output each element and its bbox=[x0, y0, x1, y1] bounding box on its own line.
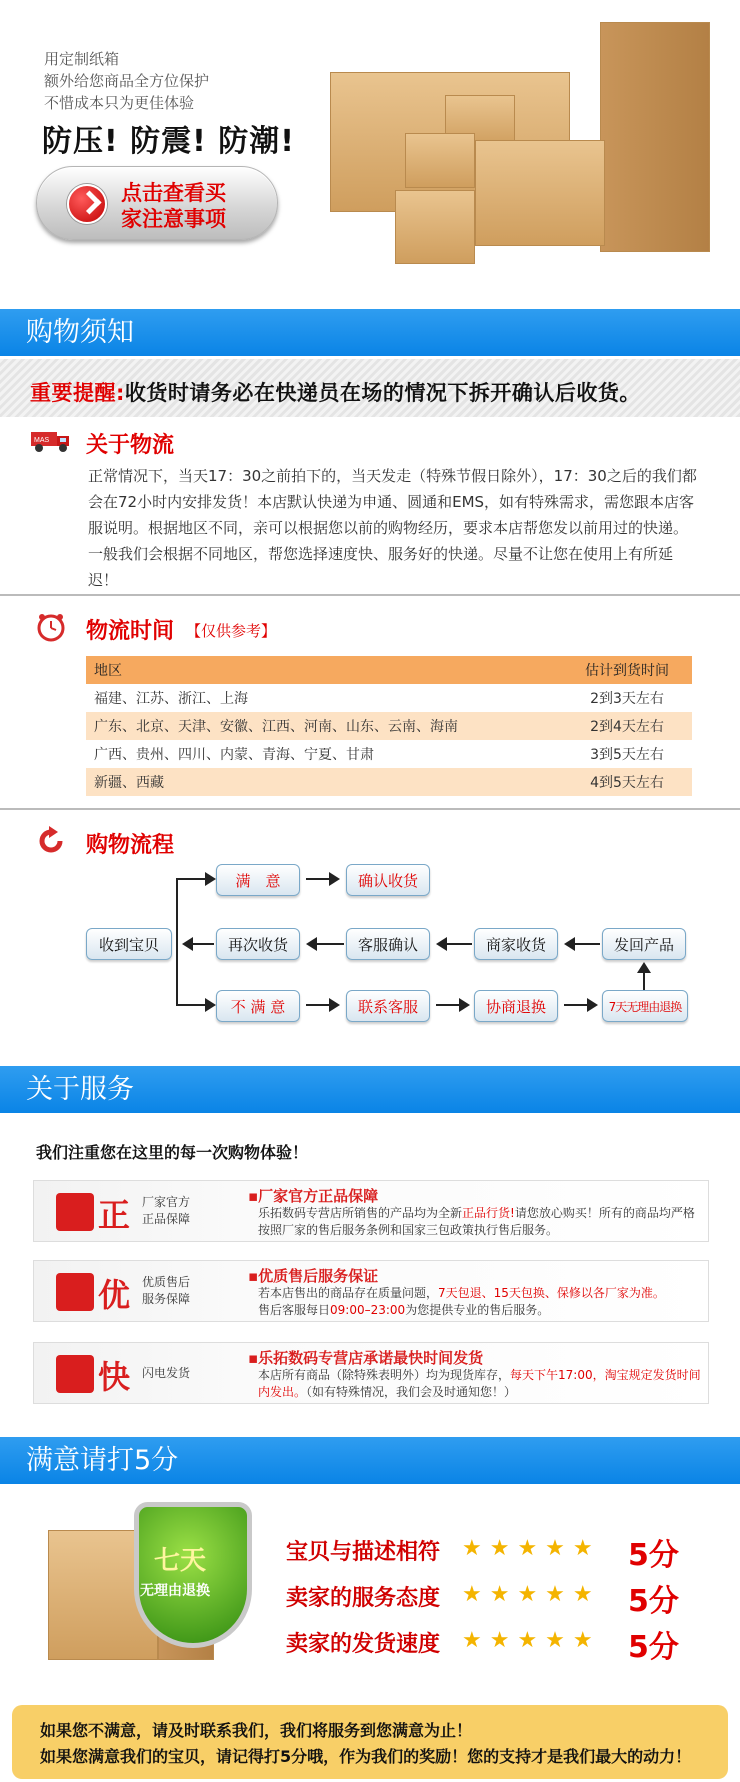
badge-line-2: 无理由退换 bbox=[140, 1583, 210, 1599]
row-region: 新疆、西藏 bbox=[94, 775, 164, 791]
service-small-1: 厂家官方 bbox=[142, 1195, 191, 1209]
service-body-e: 为您提供专业的售后服务。 bbox=[405, 1303, 550, 1317]
service-body bbox=[258, 1285, 704, 1319]
lightning-icon bbox=[56, 1355, 94, 1393]
delivery-time-table bbox=[86, 656, 692, 796]
section-bar-rating: 满意请打5分 bbox=[0, 1437, 740, 1484]
row-time: 2到4天左右 bbox=[590, 719, 664, 735]
flow-merchant-receive: 商家收货 bbox=[474, 928, 558, 960]
section-bar-shopping-notice: 购物须知 bbox=[0, 309, 740, 356]
flow-unsatisfied: 不 满 意 bbox=[216, 990, 300, 1022]
header-time: 估计到货时间 bbox=[585, 663, 669, 679]
hero-line-2: 额外给您商品全方位保护 bbox=[44, 72, 210, 90]
service-body-a: 乐拓数码专营店所销售的产品均为全新 bbox=[258, 1206, 463, 1220]
hero-line-1: 用定制纸箱 bbox=[44, 50, 120, 68]
rating-label: 卖家的发货速度 bbox=[286, 1632, 441, 1657]
service-body-c: 售后客服每日 bbox=[258, 1303, 331, 1317]
service-head: ▪优质售后服务保证 bbox=[248, 1267, 379, 1285]
table-row bbox=[86, 684, 692, 712]
service-small-1: 闪电发货 bbox=[142, 1366, 191, 1380]
button-label-2: 家注意事项 bbox=[121, 207, 226, 231]
flow-negotiate: 协商退换 bbox=[474, 990, 558, 1022]
flow-satisfied: 满 意 bbox=[216, 864, 300, 896]
service-item-aftersales bbox=[33, 1260, 709, 1322]
service-small bbox=[142, 1365, 190, 1382]
service-head: ▪厂家官方正品保障 bbox=[248, 1187, 379, 1205]
reference-note: 【仅供参考】 bbox=[186, 622, 277, 640]
service-body bbox=[258, 1367, 704, 1401]
service-char: 快 bbox=[98, 1358, 131, 1396]
shield-icon bbox=[56, 1193, 94, 1231]
footer-line-1: 如果您不满意，请及时联系我们，我们将服务到您满意为止！ bbox=[40, 1721, 473, 1740]
service-body-c: 请您放心购买！所有的商品均严格按照厂家的售后服务条例和国家三包政策执行售后服务。 bbox=[258, 1206, 695, 1237]
row-region: 福建、江苏、浙江、上海 bbox=[94, 691, 248, 707]
view-notice-button[interactable] bbox=[36, 166, 278, 240]
row-time: 3到5天左右 bbox=[590, 747, 664, 763]
flow-cs-confirm: 客服确认 bbox=[346, 928, 430, 960]
star-icon: ★★★★★ bbox=[462, 1582, 601, 1607]
service-small-2: 服务保障 bbox=[142, 1292, 191, 1306]
svg-text:MAS: MAS bbox=[34, 437, 50, 444]
divider bbox=[0, 594, 740, 596]
service-small bbox=[142, 1274, 190, 1308]
flow-recheck: 再次收货 bbox=[216, 928, 300, 960]
star-icon: ★★★★★ bbox=[462, 1536, 601, 1561]
service-body-d: 09:00–23:00 bbox=[330, 1303, 406, 1317]
service-body-c: （如有特殊情况，我们会及时通知您！） bbox=[306, 1385, 517, 1399]
truck-icon bbox=[30, 428, 74, 454]
reminder-label: 重要提醒: bbox=[30, 381, 125, 405]
service-char: 正 bbox=[98, 1196, 131, 1234]
rating-label: 宝贝与描述相符 bbox=[286, 1540, 441, 1565]
flow-receive: 收到宝贝 bbox=[86, 928, 172, 960]
reminder-text: 收货时请务必在快递员在场的情况下拆开确认后收货。 bbox=[124, 381, 641, 405]
flow-return: 发回产品 bbox=[602, 928, 686, 960]
row-region: 广东、北京、天津、安徽、江西、河南、山东、云南、海南 bbox=[94, 719, 458, 735]
flow-seven-day: 7天无理由退换 bbox=[602, 990, 688, 1022]
service-head: ▪乐拓数码专营店承诺最快时间发货 bbox=[248, 1349, 484, 1367]
service-body bbox=[258, 1205, 704, 1239]
footer-message bbox=[12, 1705, 728, 1779]
table-row bbox=[86, 740, 692, 768]
table-row bbox=[86, 712, 692, 740]
logistics-paragraph: 正常情况下，当天17：30之前拍下的，当天发走（特殊节假日除外），17：30之后的我们都会在72小时内安排发货！本店默认快递为申通、圆通和EMS，如有特殊需求，需您跟本店客服说明。根据地区不同，亲可以根据您以前的购物经历，要求本店帮您发以前用过的快递。一般我们会根据不同地区，帮您选择速度快、服务好的快递。尽量不让您在使用上有所延迟！ bbox=[88, 467, 697, 589]
service-body-a: 本店所有商品（除特殊表明外）均为现货库存， bbox=[258, 1368, 511, 1382]
flow-contact-cs: 联系客服 bbox=[346, 990, 430, 1022]
clock-icon bbox=[36, 612, 66, 642]
footer-line-2: 如果您满意我们的宝贝，请记得打5分哦，作为我们的奖励！您的支持才是我们最大的动力！ bbox=[40, 1747, 692, 1766]
refresh-icon bbox=[36, 826, 66, 856]
header-region: 地区 bbox=[94, 663, 122, 679]
badge-line-1: 七天 bbox=[154, 1546, 207, 1576]
service-intro: 我们注重您在这里的每一次购物体验！ bbox=[36, 1143, 309, 1162]
service-small-2: 正品保障 bbox=[142, 1212, 191, 1226]
row-time: 2到3天左右 bbox=[590, 691, 664, 707]
bracket-line bbox=[176, 878, 178, 1006]
rating-score: 5分 bbox=[628, 1584, 679, 1619]
rating-label: 卖家的服务态度 bbox=[286, 1586, 441, 1611]
service-small-1: 优质售后 bbox=[142, 1275, 191, 1289]
service-char: 优 bbox=[98, 1276, 131, 1314]
logistics-title: 关于物流 bbox=[86, 433, 175, 458]
star-icon: ★★★★★ bbox=[462, 1628, 601, 1653]
hero-line-3: 不惜成本只为更佳体验 bbox=[44, 94, 195, 112]
divider bbox=[0, 808, 740, 810]
hero-slogan: 防压! 防震! 防潮! bbox=[42, 124, 295, 159]
service-body-b: 7天包退、15天包换、保修以各厂家为准。 bbox=[438, 1286, 665, 1300]
service-item-fast bbox=[33, 1342, 709, 1404]
flow-confirm: 确认收货 bbox=[346, 864, 430, 896]
service-body-b: 每天下午17:00，淘宝规定发货时间内发出。 bbox=[258, 1368, 701, 1399]
section-bar-service: 关于服务 bbox=[0, 1066, 740, 1113]
arrow-right-icon bbox=[67, 184, 107, 224]
row-time: 4到5天左右 bbox=[590, 775, 664, 791]
rating-score: 5分 bbox=[628, 1538, 679, 1573]
row-region: 广西、贵州、四川、内蒙、青海、宁夏、甘肃 bbox=[94, 747, 374, 763]
button-label-1: 点击查看买 bbox=[121, 181, 226, 205]
important-reminder bbox=[30, 377, 641, 407]
table-row bbox=[86, 768, 692, 796]
service-item-genuine bbox=[33, 1180, 709, 1242]
service-small bbox=[142, 1194, 190, 1228]
delivery-time-title: 物流时间 bbox=[86, 619, 175, 644]
rating-score: 5分 bbox=[628, 1630, 679, 1665]
table-header bbox=[86, 656, 692, 684]
process-title: 购物流程 bbox=[86, 833, 175, 858]
service-body-b: 正品行货! bbox=[462, 1206, 515, 1220]
cart-icon bbox=[56, 1273, 94, 1311]
service-body-a: 若本店售出的商品存在质量问题， bbox=[258, 1286, 439, 1300]
